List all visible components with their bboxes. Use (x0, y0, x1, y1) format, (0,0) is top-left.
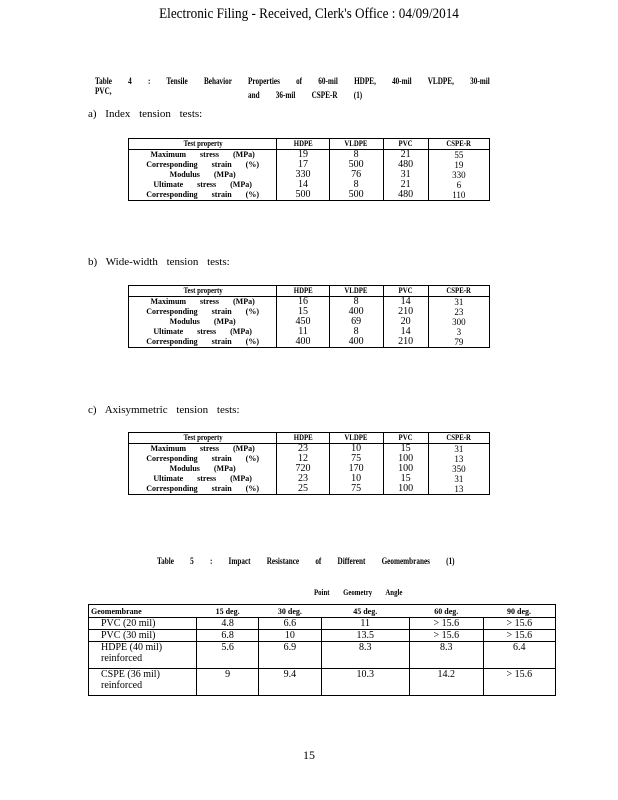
value-cell: 15 (383, 474, 428, 484)
table-row (129, 317, 490, 327)
tensile-table (128, 432, 490, 495)
value-cell: 480 (383, 160, 428, 170)
value-cell: 3 (456, 327, 462, 337)
col-header: Test property (140, 139, 266, 150)
value-cell: 8 (329, 150, 383, 161)
value-cell: 76 (329, 170, 383, 180)
value-cell: 110 (452, 190, 466, 200)
tensile-table (128, 285, 490, 348)
value-cell: 350 (452, 464, 466, 474)
value-cell: 9 (196, 669, 258, 696)
col-header: PVC (386, 139, 424, 150)
table-row (129, 170, 490, 180)
value-cell: 330 (277, 170, 329, 180)
tensile-table (128, 138, 490, 201)
value-cell: 6.6 (259, 618, 321, 630)
value-cell: 11 (277, 327, 329, 337)
value-cell: 480 (383, 190, 428, 201)
section-title: b) Wide-width tension tests: (88, 256, 230, 268)
property-cell: Corresponding strain (%) (129, 484, 277, 495)
filing-header: Electronic Filing - Received, Clerk's Office : 04/09/2014 (159, 6, 459, 22)
col-header: Test property (140, 433, 266, 444)
value-cell: 400 (329, 307, 383, 317)
value-cell: 450 (277, 317, 329, 327)
value-cell: 21 (383, 180, 428, 190)
value-cell: 400 (277, 337, 329, 348)
property-cell: Ultimate stress (MPa) (129, 474, 277, 484)
col-header: PVC (386, 433, 424, 444)
value-cell: 75 (329, 454, 383, 464)
value-cell: 720 (277, 464, 329, 474)
property-cell: Ultimate stress (MPa) (129, 327, 277, 337)
value-cell: 13.5 (321, 630, 409, 642)
property-cell: Ultimate stress (MPa) (129, 180, 277, 190)
geomembrane-cell: HDPE (40 mil) reinforced (89, 642, 197, 669)
value-cell: 10 (329, 474, 383, 484)
section-title: a) Index tension tests: (88, 108, 203, 120)
value-cell: 14.2 (409, 669, 483, 696)
value-cell: 31 (454, 297, 464, 307)
value-cell: 17 (277, 160, 329, 170)
col-header: Test property (140, 286, 266, 297)
value-cell: 19 (277, 150, 329, 161)
property-cell: Maximum stress (MPa) (129, 444, 277, 455)
value-cell: 400 (329, 337, 383, 348)
property-cell: Corresponding strain (%) (129, 454, 277, 464)
col-header: VLDPE (333, 433, 379, 444)
value-cell: 11 (321, 618, 409, 630)
property-cell: Modulus (MPa) (129, 464, 277, 474)
col-header: CSPE-R (433, 286, 485, 297)
table-row (129, 297, 490, 308)
property-cell: Maximum stress (MPa) (129, 150, 277, 161)
value-cell: 20 (383, 317, 428, 327)
table5-group-header: Point Geometry Angle (314, 588, 403, 597)
value-cell: 23 (277, 444, 329, 455)
value-cell: 500 (277, 190, 329, 201)
value-cell: 6.8 (196, 630, 258, 642)
value-cell: 14 (277, 180, 329, 190)
value-cell: 6.9 (259, 642, 321, 669)
col-header: Geomembrane (91, 606, 142, 616)
table-row (129, 444, 490, 455)
value-cell: > 15.6 (409, 630, 483, 642)
value-cell: 25 (277, 484, 329, 495)
value-cell: 31 (454, 444, 464, 454)
table-row (129, 190, 490, 201)
property-cell: Maximum stress (MPa) (129, 297, 277, 308)
value-cell: 100 (383, 484, 428, 495)
value-cell: > 15.6 (483, 630, 555, 642)
value-cell: 75 (329, 484, 383, 495)
property-cell: Corresponding strain (%) (129, 307, 277, 317)
value-cell: 31 (454, 474, 464, 484)
table-row (89, 630, 556, 642)
property-cell: Corresponding strain (%) (129, 190, 277, 201)
value-cell: 5.6 (196, 642, 258, 669)
value-cell: 500 (329, 160, 383, 170)
col-header: CSPE-R (433, 433, 485, 444)
col-header: PVC (386, 286, 424, 297)
value-cell: 15 (277, 307, 329, 317)
table-row (89, 618, 556, 630)
value-cell: 8.3 (409, 642, 483, 669)
value-cell: 14 (383, 297, 428, 308)
value-cell: 500 (329, 190, 383, 201)
value-cell: 10 (329, 444, 383, 455)
value-cell: 69 (329, 317, 383, 327)
col-header: HDPE (281, 139, 326, 150)
value-cell: 13 (454, 484, 464, 494)
value-cell: 79 (454, 337, 464, 347)
value-cell: 100 (383, 464, 428, 474)
value-cell: 8.3 (321, 642, 409, 669)
value-cell: 21 (383, 150, 428, 161)
value-cell: 23 (454, 307, 464, 317)
col-header: 60 deg. (434, 606, 459, 616)
value-cell: 8 (329, 327, 383, 337)
col-header: VLDPE (333, 139, 379, 150)
col-header: 30 deg. (277, 606, 302, 616)
col-header: 90 deg. (507, 606, 532, 616)
value-cell: 14 (383, 327, 428, 337)
value-cell: 8 (329, 297, 383, 308)
value-cell: 330 (452, 170, 466, 180)
property-cell: Corresponding strain (%) (129, 337, 277, 348)
value-cell: 13 (454, 454, 464, 464)
value-cell: 8 (329, 180, 383, 190)
table-row (129, 464, 490, 474)
value-cell: 9.4 (259, 669, 321, 696)
geomembrane-cell: CSPE (36 mil) reinforced (89, 669, 197, 696)
value-cell: 10 (259, 630, 321, 642)
table4-caption-line1: Table 4 : Tensile Behavior Properties of 60-mil HDPE, 40-mil VLDPE, 30-mil PVC, (95, 76, 490, 96)
table-row (129, 474, 490, 484)
value-cell: > 15.6 (483, 618, 555, 630)
value-cell: 16 (277, 297, 329, 308)
value-cell: 6.4 (483, 642, 555, 669)
value-cell: 170 (329, 464, 383, 474)
value-cell: 210 (383, 307, 428, 317)
value-cell: 210 (383, 337, 428, 348)
table-row (129, 150, 490, 161)
table4-caption-line2: and 36-mil CSPE-R (1) (248, 90, 363, 100)
property-cell: Corresponding strain (%) (129, 160, 277, 170)
section-title: c) Axisymmetric tension tests: (88, 404, 240, 416)
value-cell: 12 (277, 454, 329, 464)
value-cell: 100 (383, 454, 428, 464)
col-header: 45 deg. (353, 606, 378, 616)
value-cell: 19 (454, 160, 464, 170)
value-cell: 31 (383, 170, 428, 180)
table-row (89, 669, 556, 696)
table-row (129, 484, 490, 495)
geomembrane-cell: PVC (30 mil) (89, 630, 197, 642)
table-row (129, 337, 490, 348)
value-cell: 23 (277, 474, 329, 484)
page-number: 15 (303, 748, 315, 762)
value-cell: 15 (383, 444, 428, 455)
value-cell: 10.3 (321, 669, 409, 696)
value-cell: > 15.6 (483, 669, 555, 696)
property-cell: Modulus (MPa) (129, 170, 277, 180)
impact-resistance-table (88, 604, 556, 696)
col-header: HDPE (281, 433, 326, 444)
value-cell: 4.8 (196, 618, 258, 630)
property-cell: Modulus (MPa) (129, 317, 277, 327)
col-header: HDPE (281, 286, 326, 297)
table5-caption: Table 5 : Impact Resistance of Different Geomembranes (1) (157, 556, 455, 566)
table-row (89, 642, 556, 669)
col-header: 15 deg. (215, 606, 240, 616)
value-cell: > 15.6 (409, 618, 483, 630)
value-cell: 55 (454, 150, 464, 160)
col-header: VLDPE (333, 286, 379, 297)
value-cell: 300 (452, 317, 466, 327)
value-cell: 6 (456, 180, 462, 190)
col-header: CSPE-R (433, 139, 485, 150)
geomembrane-cell: PVC (20 mil) (89, 618, 197, 630)
